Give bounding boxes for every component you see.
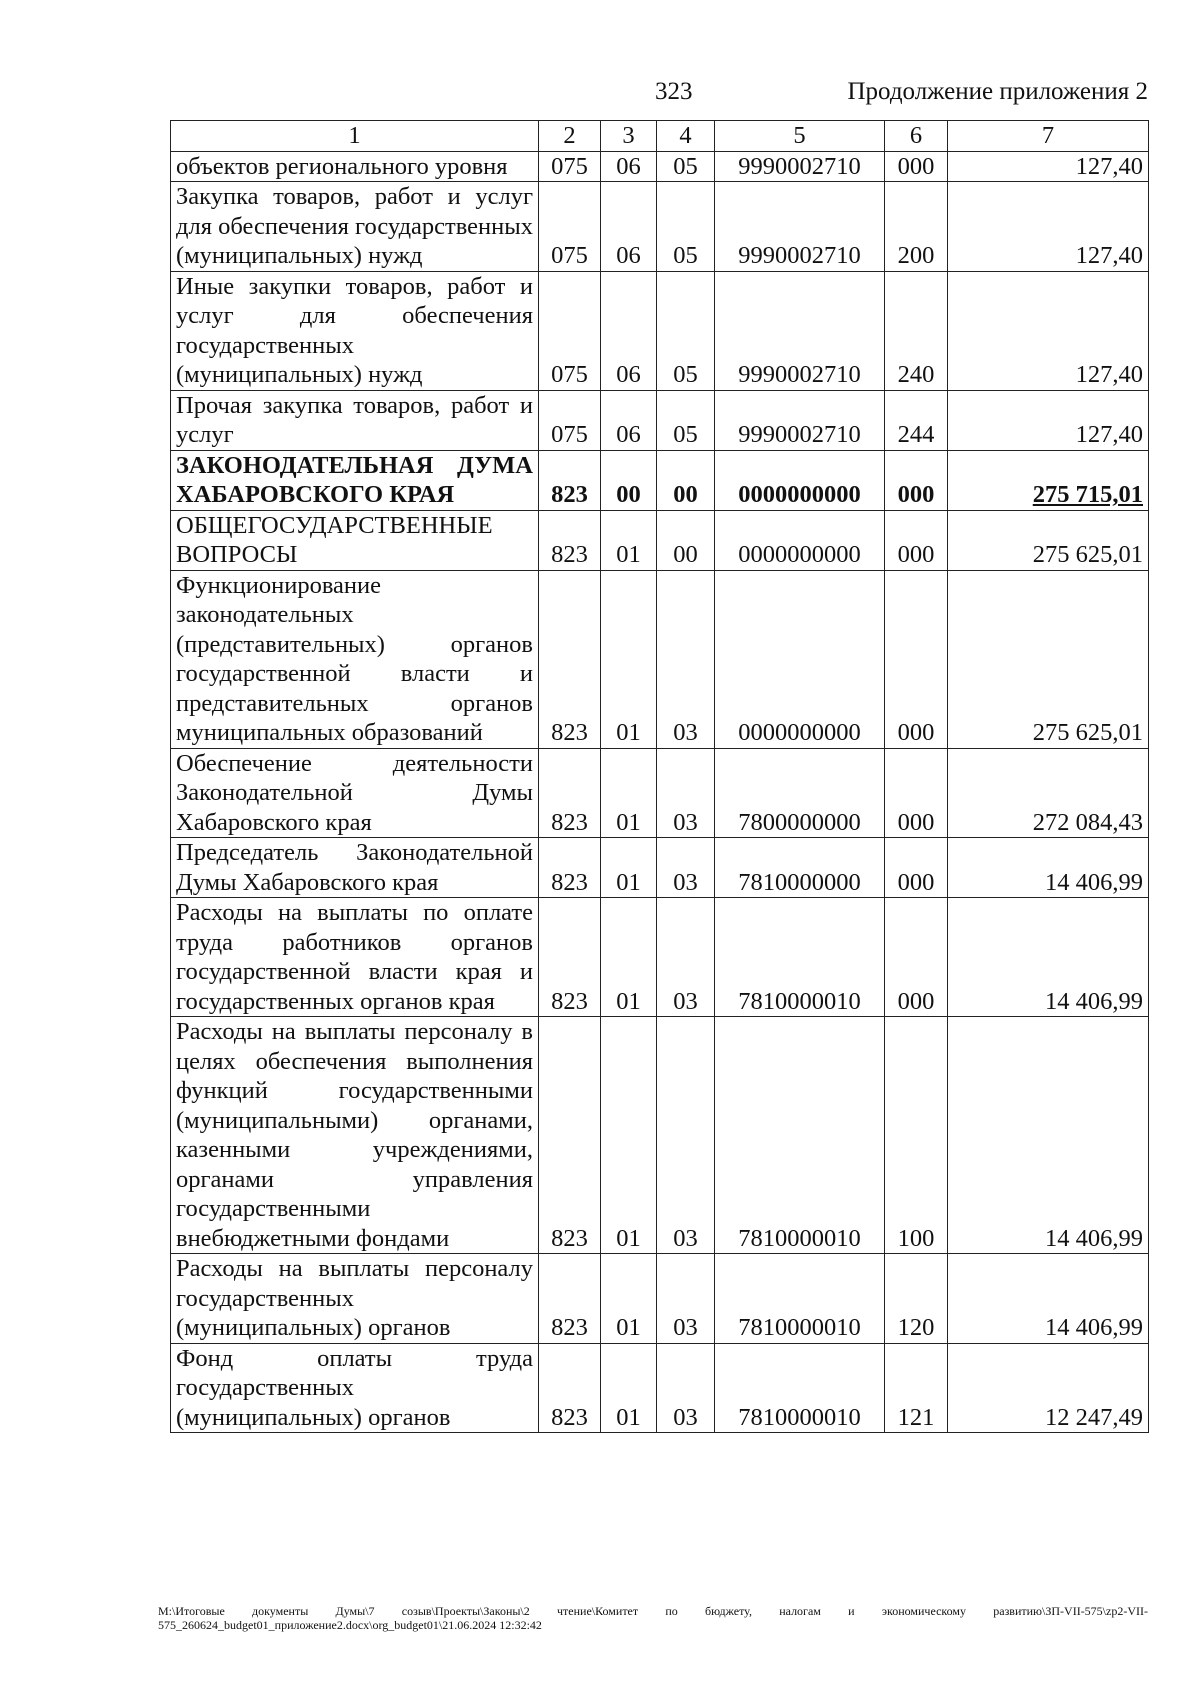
- cell-amount: 127,40: [948, 151, 1149, 182]
- cell-amount: 14 406,99: [948, 1254, 1149, 1344]
- cell-ministry: 823: [539, 898, 601, 1017]
- table-row-total: [171, 450, 1149, 510]
- cell-section: 01: [601, 1017, 657, 1254]
- cell-expense-type: 100: [885, 1017, 948, 1254]
- cell-target-article: 7810000010: [715, 898, 885, 1017]
- cell-subsection: 03: [657, 570, 715, 748]
- cell-subsection: 05: [657, 390, 715, 450]
- cell-amount: 127,40: [948, 182, 1149, 272]
- cell-target-article: 9990002710: [715, 271, 885, 390]
- cell-section: 00: [601, 450, 657, 510]
- row-name: Расходы на выплаты по оплате труда работников органов государственной власти края и государственных органов края: [171, 898, 539, 1017]
- cell-amount: 14 406,99: [948, 838, 1149, 898]
- column-header: 2: [539, 121, 601, 152]
- cell-target-article: 0000000000: [715, 450, 885, 510]
- cell-subsection: 05: [657, 271, 715, 390]
- cell-expense-type: 120: [885, 1254, 948, 1344]
- row-name: объектов регионального уровня: [171, 151, 539, 182]
- cell-ministry: 823: [539, 1343, 601, 1433]
- cell-ministry: 823: [539, 450, 601, 510]
- row-name: Функционирование законодательных (представительных) органов государственной власти и представительных органов муниципальных образований: [171, 570, 539, 748]
- cell-amount: 272 084,43: [948, 748, 1149, 838]
- table-row: [171, 271, 1149, 390]
- column-header: 1: [171, 121, 539, 152]
- cell-subsection: 00: [657, 450, 715, 510]
- cell-section: 01: [601, 748, 657, 838]
- row-name: Расходы на выплаты персоналу государственных (муниципальных) органов: [171, 1254, 539, 1344]
- cell-amount: 127,40: [948, 271, 1149, 390]
- row-name: ОБЩЕГОСУДАРСТВЕННЫЕ ВОПРОСЫ: [171, 510, 539, 570]
- table-row: [171, 838, 1149, 898]
- table-row: [171, 390, 1149, 450]
- cell-expense-type: 000: [885, 570, 948, 748]
- file-path-footer: M:\Итоговые документы Думы\7 созыв\Проекты\Законы\2 чтение\Комитет по бюджету, налогам и экономическому развитию\ЗП-VII-575\zp2-VII-575_260624_budget01_приложение2.docx\org_budget01\21.06.2024 12:32:42: [158, 1604, 1148, 1632]
- cell-target-article: 9990002710: [715, 390, 885, 450]
- continuation-heading: Продолжение приложения 2: [847, 78, 1148, 105]
- table-row: [171, 898, 1149, 1017]
- cell-ministry: 075: [539, 271, 601, 390]
- cell-expense-type: 000: [885, 450, 948, 510]
- cell-target-article: 9990002710: [715, 151, 885, 182]
- cell-target-article: 7810000010: [715, 1343, 885, 1433]
- cell-expense-type: 000: [885, 510, 948, 570]
- cell-subsection: 03: [657, 838, 715, 898]
- cell-subsection: 05: [657, 151, 715, 182]
- cell-ministry: 075: [539, 182, 601, 272]
- cell-expense-type: 000: [885, 151, 948, 182]
- cell-section: 01: [601, 1254, 657, 1344]
- column-header: 6: [885, 121, 948, 152]
- row-name: Закупка товаров, работ и услуг для обеспечения государственных (муниципальных) нужд: [171, 182, 539, 272]
- table-row: [171, 570, 1149, 748]
- table-row: [171, 1343, 1149, 1433]
- cell-subsection: 03: [657, 1254, 715, 1344]
- column-header: 3: [601, 121, 657, 152]
- cell-amount: 275 715,01: [948, 450, 1149, 510]
- cell-section: 06: [601, 390, 657, 450]
- cell-ministry: 823: [539, 1017, 601, 1254]
- cell-amount: 12 247,49: [948, 1343, 1149, 1433]
- cell-expense-type: 240: [885, 271, 948, 390]
- cell-ministry: 823: [539, 510, 601, 570]
- cell-target-article: 7810000010: [715, 1017, 885, 1254]
- cell-section: 01: [601, 1343, 657, 1433]
- row-name: Расходы на выплаты персоналу в целях обеспечения выполнения функций государственными (муниципальными) органами, казенными учреждениями, органами управления государственными внебюджетными фондами: [171, 1017, 539, 1254]
- cell-section: 01: [601, 510, 657, 570]
- cell-ministry: 075: [539, 151, 601, 182]
- cell-ministry: 823: [539, 838, 601, 898]
- table-row: [171, 748, 1149, 838]
- table-row: [171, 1254, 1149, 1344]
- cell-expense-type: 000: [885, 898, 948, 1017]
- budget-table: [170, 120, 1149, 1433]
- column-number-row: [171, 121, 1149, 152]
- cell-section: 01: [601, 898, 657, 1017]
- cell-subsection: 03: [657, 748, 715, 838]
- cell-subsection: 03: [657, 898, 715, 1017]
- cell-expense-type: 000: [885, 838, 948, 898]
- cell-ministry: 823: [539, 570, 601, 748]
- table-row: [171, 510, 1149, 570]
- cell-section: 01: [601, 838, 657, 898]
- cell-amount: 14 406,99: [948, 898, 1149, 1017]
- row-name: Обеспечение деятельности Законодательной Думы Хабаровского края: [171, 748, 539, 838]
- cell-section: 06: [601, 271, 657, 390]
- cell-target-article: 7810000010: [715, 1254, 885, 1344]
- cell-subsection: 05: [657, 182, 715, 272]
- table-row: [171, 1017, 1149, 1254]
- cell-target-article: 9990002710: [715, 182, 885, 272]
- cell-amount: 127,40: [948, 390, 1149, 450]
- cell-target-article: 7810000000: [715, 838, 885, 898]
- column-header: 4: [657, 121, 715, 152]
- row-name: Прочая закупка товаров, работ и услуг: [171, 390, 539, 450]
- cell-amount: 275 625,01: [948, 570, 1149, 748]
- row-name: ЗАКОНОДАТЕЛЬНАЯ ДУМА ХАБАРОВСКОГО КРАЯ: [171, 450, 539, 510]
- cell-expense-type: 000: [885, 748, 948, 838]
- cell-subsection: 03: [657, 1343, 715, 1433]
- table-row: [171, 182, 1149, 272]
- cell-ministry: 823: [539, 1254, 601, 1344]
- cell-ministry: 823: [539, 748, 601, 838]
- row-name: Председатель Законодательной Думы Хабаровского края: [171, 838, 539, 898]
- cell-target-article: 0000000000: [715, 570, 885, 748]
- cell-subsection: 03: [657, 1017, 715, 1254]
- cell-amount: 14 406,99: [948, 1017, 1149, 1254]
- cell-target-article: 0000000000: [715, 510, 885, 570]
- cell-amount: 275 625,01: [948, 510, 1149, 570]
- cell-section: 06: [601, 182, 657, 272]
- cell-expense-type: 121: [885, 1343, 948, 1433]
- column-header: 7: [948, 121, 1149, 152]
- column-header: 5: [715, 121, 885, 152]
- cell-expense-type: 200: [885, 182, 948, 272]
- cell-section: 01: [601, 570, 657, 748]
- table-row: [171, 151, 1149, 182]
- row-name: Иные закупки товаров, работ и услуг для обеспечения государственных (муниципальных) нужд: [171, 271, 539, 390]
- cell-expense-type: 244: [885, 390, 948, 450]
- page-number: 323: [655, 78, 693, 105]
- row-name: Фонд оплаты труда государственных (муниципальных) органов: [171, 1343, 539, 1433]
- cell-subsection: 00: [657, 510, 715, 570]
- cell-section: 06: [601, 151, 657, 182]
- cell-target-article: 7800000000: [715, 748, 885, 838]
- cell-ministry: 075: [539, 390, 601, 450]
